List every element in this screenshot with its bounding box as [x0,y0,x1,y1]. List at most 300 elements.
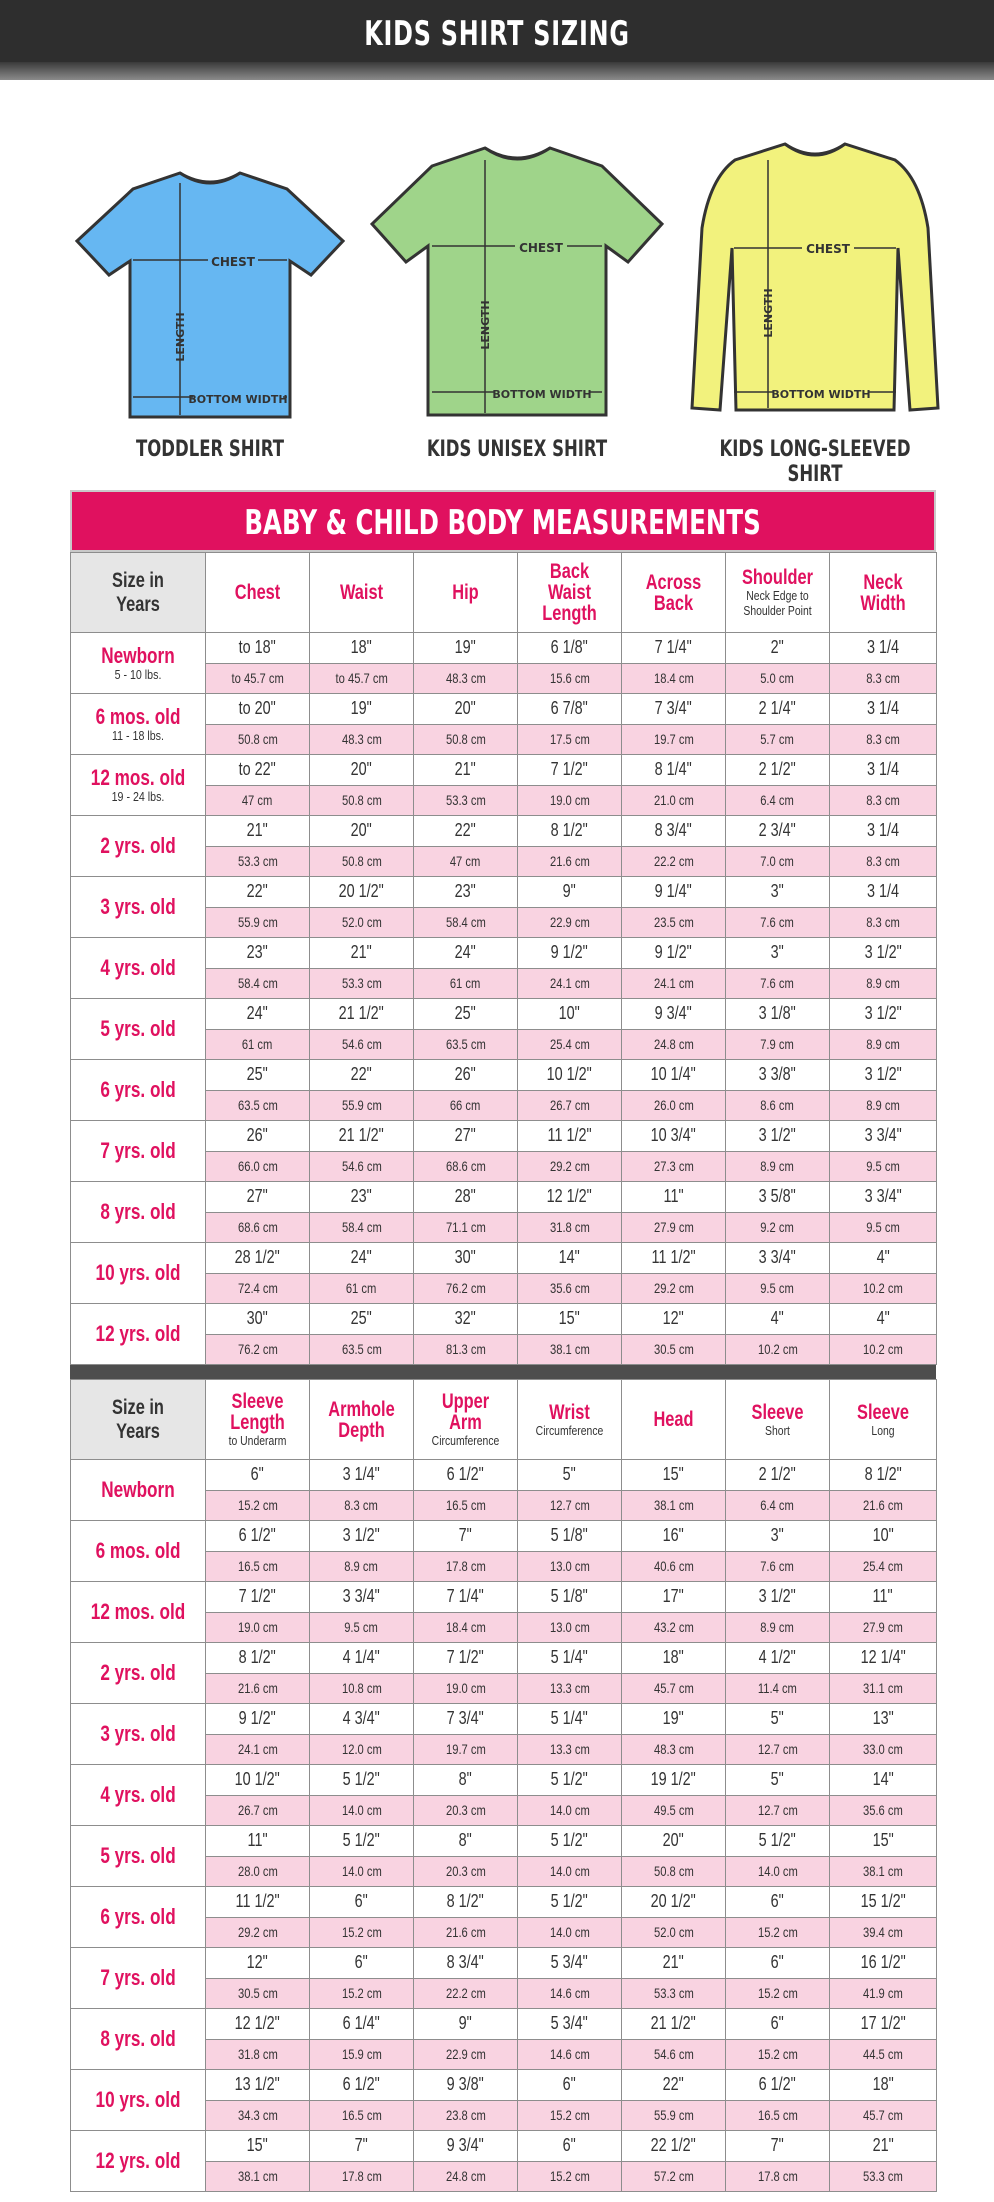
inch-cell: 6 1/2" [414,1460,518,1491]
inch-cell: 7" [310,2131,414,2162]
cm-cell: 19.7 cm [622,724,726,755]
inch-cell: 5 1/4" [518,1643,622,1674]
inch-cell: 21" [622,1948,726,1979]
cm-cell: 14.0 cm [518,1917,622,1948]
inch-cell: 20" [414,694,518,725]
column-header: Upper Arm Circumference [414,1380,518,1460]
cm-cell: 24.1 cm [518,968,622,999]
table-row [71,2131,937,2162]
cm-cell: 21.0 cm [622,785,726,816]
inch-cell: 5 1/2" [310,1826,414,1857]
cm-cell: 29.2 cm [518,1151,622,1182]
cm-cell: 7.9 cm [726,1029,830,1060]
cm-cell: 19.0 cm [518,785,622,816]
cm-cell: 22.9 cm [414,2039,518,2070]
inch-cell: 3 1/2" [830,1060,937,1091]
cm-cell: 27.9 cm [830,1612,937,1643]
cm-cell: 68.6 cm [206,1212,310,1243]
cm-cell: 34.3 cm [206,2100,310,2131]
inch-cell: 22" [414,816,518,847]
size-cell: 3 yrs. old [71,1704,206,1765]
inch-cell: 6 1/8" [518,633,622,664]
inch-cell: 30" [206,1304,310,1335]
size-cell: 6 mos. old 11 - 18 lbs. [71,694,206,755]
cm-cell: 17.8 cm [414,1551,518,1582]
cm-cell: 81.3 cm [414,1334,518,1365]
inch-cell: 5 1/2" [518,1765,622,1796]
cm-cell: 57.2 cm [622,2161,726,2192]
inch-cell: 11 1/2" [622,1243,726,1274]
inch-cell: to 18" [206,633,310,664]
table-row [71,1826,937,1857]
inch-cell: 19" [414,633,518,664]
cm-cell: 22.2 cm [622,846,726,877]
cm-cell: 26.7 cm [206,1795,310,1826]
cm-cell: 48.3 cm [622,1734,726,1765]
long-sleeved-shirt-illustration [690,138,940,428]
cm-cell: 52.0 cm [310,907,414,938]
table-row [71,1304,937,1335]
cm-cell: 20.3 cm [414,1795,518,1826]
cm-cell: 13.0 cm [518,1551,622,1582]
inch-cell: 2 1/4" [726,694,830,725]
column-header: Across Back [622,553,726,633]
table-row [71,1704,937,1735]
cm-cell: 50.8 cm [310,785,414,816]
inch-cell: 19 1/2" [622,1765,726,1796]
cm-cell: 13.0 cm [518,1612,622,1643]
inch-cell: 7 3/4" [414,1704,518,1735]
inch-cell: 6" [726,1887,830,1918]
cm-cell: 12.7 cm [726,1795,830,1826]
inch-cell: 32" [414,1304,518,1335]
column-header: Waist [310,553,414,633]
cm-cell: 8.6 cm [726,1090,830,1121]
inch-cell: 8 1/2" [206,1643,310,1674]
column-header: Sleeve Length to Underarm [206,1380,310,1460]
cm-cell: 26.0 cm [622,1090,726,1121]
cm-cell: 50.8 cm [622,1856,726,1887]
measurements-section [70,490,936,2192]
cm-cell: 53.3 cm [414,785,518,816]
cm-cell: 8.3 cm [830,663,937,694]
cm-cell: 9.5 cm [726,1273,830,1304]
inch-cell: 24" [206,999,310,1030]
cm-cell: 21.6 cm [414,1917,518,1948]
size-cell: 3 yrs. old [71,877,206,938]
cm-cell: 23.5 cm [622,907,726,938]
inch-cell: 7" [726,2131,830,2162]
cm-cell: 9.5 cm [830,1212,937,1243]
cm-cell: 17.8 cm [310,2161,414,2192]
cm-cell: 15.2 cm [726,1917,830,1948]
cm-cell: 21.6 cm [518,846,622,877]
inch-cell: 8" [414,1765,518,1796]
cm-cell: 8.9 cm [726,1612,830,1643]
cm-cell: 63.5 cm [414,1029,518,1060]
inch-cell: 9 3/8" [414,2070,518,2101]
size-cell: 12 yrs. old [71,2131,206,2192]
size-cell: 12 mos. old 19 - 24 lbs. [71,755,206,816]
cm-cell: 24.8 cm [414,2161,518,2192]
inch-cell: 15" [622,1460,726,1491]
table-divider [70,1365,936,1379]
inch-cell: 6" [310,1887,414,1918]
table-row [71,755,937,786]
cm-cell: 14.6 cm [518,1978,622,2009]
table-row [71,2070,937,2101]
table-title: BABY & CHILD BODY MEASUREMENTS [70,490,936,552]
cm-cell: 8.3 cm [830,785,937,816]
cm-cell: 39.4 cm [830,1917,937,1948]
inch-cell: 15 1/2" [830,1887,937,1918]
inch-cell: 3" [726,877,830,908]
table-row [71,1582,937,1613]
inch-cell: 7 1/2" [414,1643,518,1674]
table-row [71,1243,937,1274]
inch-cell: 11 1/2" [518,1121,622,1152]
cm-cell: 12.7 cm [518,1490,622,1521]
inch-cell: 7 1/4" [414,1582,518,1613]
cm-cell: 14.0 cm [518,1795,622,1826]
cm-cell: 55.9 cm [206,907,310,938]
inch-cell: 24" [414,938,518,969]
inch-cell: 3 1/4 [830,816,937,847]
cm-cell: 54.6 cm [310,1029,414,1060]
inch-cell: 4 1/4" [310,1643,414,1674]
size-cell: 5 yrs. old [71,999,206,1060]
inch-cell: 6 1/2" [206,1521,310,1552]
cm-cell: 33.0 cm [830,1734,937,1765]
cm-cell: 23.8 cm [414,2100,518,2131]
cm-cell: 26.7 cm [518,1090,622,1121]
inch-cell: 11" [206,1826,310,1857]
column-header: Wrist Circumference [518,1380,622,1460]
inch-cell: 6 1/4" [310,2009,414,2040]
cm-cell: 18.4 cm [622,663,726,694]
inch-cell: 7 1/2" [206,1582,310,1613]
size-cell: 10 yrs. old [71,1243,206,1304]
cm-cell: 8.3 cm [830,724,937,755]
cm-cell: 43.2 cm [622,1612,726,1643]
cm-cell: 72.4 cm [206,1273,310,1304]
cm-cell: 10.8 cm [310,1673,414,1704]
size-cell: 6 yrs. old [71,1887,206,1948]
table-row [71,877,937,908]
inch-cell: 10" [830,1521,937,1552]
table-row [71,938,937,969]
cm-cell: 27.9 cm [622,1212,726,1243]
size-cell: 10 yrs. old [71,2070,206,2131]
page-title: KIDS SHIRT SIZING [364,14,630,54]
cm-cell: 15.2 cm [310,1917,414,1948]
inch-cell: 8 3/4" [414,1948,518,1979]
cm-cell: 22.9 cm [518,907,622,938]
inch-cell: 21" [414,755,518,786]
inch-cell: 8 1/2" [518,816,622,847]
table-row [71,999,937,1030]
inch-cell: 9 1/4" [622,877,726,908]
body-measurements-table [70,552,937,1365]
table-row [71,1460,937,1491]
inch-cell: 23" [206,938,310,969]
inch-cell: 9" [414,2009,518,2040]
cm-cell: 58.4 cm [310,1212,414,1243]
inch-cell: 24" [310,1243,414,1274]
inch-cell: 4" [830,1243,937,1274]
cm-cell: 5.7 cm [726,724,830,755]
inch-cell: 14" [830,1765,937,1796]
cm-cell: 20.3 cm [414,1856,518,1887]
cm-cell: 19.7 cm [414,1734,518,1765]
cm-cell: 13.3 cm [518,1734,622,1765]
inch-cell: 3 1/4" [310,1460,414,1491]
title-bar-shadow [0,62,994,80]
cm-cell: 66.0 cm [206,1151,310,1182]
inch-cell: 9 3/4" [622,999,726,1030]
size-cell: 7 yrs. old [71,1121,206,1182]
inch-cell: 7" [414,1521,518,1552]
cm-cell: 8.3 cm [830,907,937,938]
toddler-chest-label: CHEST [211,255,255,269]
inch-cell: 22" [622,2070,726,2101]
inch-cell: 22" [206,877,310,908]
inch-cell: 8 3/4" [622,816,726,847]
cm-cell: 35.6 cm [518,1273,622,1304]
cm-cell: 15.6 cm [518,663,622,694]
cm-cell: 76.2 cm [206,1334,310,1365]
inch-cell: 12 1/2" [518,1182,622,1213]
cm-cell: 8.9 cm [830,1029,937,1060]
inch-cell: 9 1/2" [206,1704,310,1735]
cm-cell: 24.8 cm [622,1029,726,1060]
cm-cell: 61 cm [206,1029,310,1060]
inch-cell: 25" [206,1060,310,1091]
inch-cell: 11" [830,1582,937,1613]
cm-cell: 8.3 cm [830,846,937,877]
inch-cell: 6" [206,1460,310,1491]
cm-cell: 15.2 cm [206,1490,310,1521]
size-cell: 6 yrs. old [71,1060,206,1121]
cm-cell: 71.1 cm [414,1212,518,1243]
column-header: Back Waist Length [518,553,622,633]
inch-cell: 20 1/2" [622,1887,726,1918]
cm-cell: 6.4 cm [726,1490,830,1521]
inch-cell: 10 1/2" [206,1765,310,1796]
inch-cell: 3 1/4 [830,694,937,725]
cm-cell: 19.0 cm [414,1673,518,1704]
inch-cell: 12" [206,1948,310,1979]
cm-cell: 76.2 cm [414,1273,518,1304]
inch-cell: 5" [726,1704,830,1735]
inch-cell: 21" [310,938,414,969]
inch-cell: 13 1/2" [206,2070,310,2101]
inch-cell: 21 1/2" [310,1121,414,1152]
cm-cell: 12.7 cm [726,1734,830,1765]
inch-cell: 2 3/4" [726,816,830,847]
cm-cell: 9.5 cm [830,1151,937,1182]
inch-cell: 21 1/2" [310,999,414,1030]
cm-cell: 8.9 cm [830,968,937,999]
cm-cell: 50.8 cm [206,724,310,755]
cm-cell: 16.5 cm [206,1551,310,1582]
inch-cell: 6" [518,2131,622,2162]
cm-cell: 38.1 cm [830,1856,937,1887]
inch-cell: 21" [830,2131,937,2162]
inch-cell: 6" [726,2009,830,2040]
cm-cell: 15.9 cm [310,2039,414,2070]
inch-cell: 17 1/2" [830,2009,937,2040]
inch-cell: 11 1/2" [206,1887,310,1918]
cm-cell: 21.6 cm [206,1673,310,1704]
unisex-bottom-label: BOTTOM WIDTH [492,388,592,401]
inch-cell: 5 1/8" [518,1582,622,1613]
inch-cell: 12 1/4" [830,1643,937,1674]
cm-cell: 49.5 cm [622,1795,726,1826]
inch-cell: 3 1/4 [830,877,937,908]
inch-cell: 13" [830,1704,937,1735]
table-row [71,2009,937,2040]
inch-cell: 10" [518,999,622,1030]
toddler-shirt-illustration [75,165,345,430]
inch-cell: 18" [830,2070,937,2101]
inch-cell: 15" [206,2131,310,2162]
cm-cell: 18.4 cm [414,1612,518,1643]
cm-cell: 30.5 cm [206,1978,310,2009]
table-row [71,1121,937,1152]
cm-cell: 15.2 cm [518,2100,622,2131]
cm-cell: 68.6 cm [414,1151,518,1182]
inch-cell: 5 1/2" [518,1826,622,1857]
size-cell: 8 yrs. old [71,1182,206,1243]
inch-cell: 9 1/2" [622,938,726,969]
cm-cell: 24.1 cm [622,968,726,999]
size-cell: 4 yrs. old [71,938,206,999]
inch-cell: 6 7/8" [518,694,622,725]
cm-cell: 24.1 cm [206,1734,310,1765]
inch-cell: 25" [414,999,518,1030]
inch-cell: 27" [414,1121,518,1152]
cm-cell: 50.8 cm [310,846,414,877]
column-header: Head [622,1380,726,1460]
inch-cell: 8 1/2" [414,1887,518,1918]
inch-cell: 3 1/2" [726,1121,830,1152]
cm-cell: 25.4 cm [518,1029,622,1060]
inch-cell: 6" [518,2070,622,2101]
inch-cell: 20" [310,755,414,786]
inch-cell: 3 1/2" [726,1582,830,1613]
column-header: Hip [414,553,518,633]
column-header: Neck Width [830,553,937,633]
cm-cell: 53.3 cm [310,968,414,999]
cm-cell: 48.3 cm [414,663,518,694]
inch-cell: 16 1/2" [830,1948,937,1979]
inch-cell: 2 1/2" [726,755,830,786]
inch-cell: 17" [622,1582,726,1613]
cm-cell: 22.2 cm [414,1978,518,2009]
cm-cell: 19.0 cm [206,1612,310,1643]
inch-cell: 10 3/4" [622,1121,726,1152]
size-cell: 2 yrs. old [71,816,206,877]
table-row [71,633,937,664]
inch-cell: 21 1/2" [622,2009,726,2040]
size-cell: Newborn 5 - 10 lbs. [71,633,206,694]
inch-cell: 18" [310,633,414,664]
inch-cell: 9" [518,877,622,908]
cm-cell: 13.3 cm [518,1673,622,1704]
cm-cell: 29.2 cm [206,1917,310,1948]
long-sleeved-bottom-label: BOTTOM WIDTH [771,388,871,401]
inch-cell: 3" [726,1521,830,1552]
cm-cell: 5.0 cm [726,663,830,694]
inch-cell: 4" [726,1304,830,1335]
cm-cell: 14.0 cm [726,1856,830,1887]
cm-cell: 30.5 cm [622,1334,726,1365]
size-header: Size in Years [71,553,206,633]
cm-cell: 15.2 cm [726,2039,830,2070]
inch-cell: 3 1/2" [310,1521,414,1552]
long-sleeved-chest-label: CHEST [806,242,850,256]
inch-cell: 9 1/2" [518,938,622,969]
cm-cell: 38.1 cm [206,2161,310,2192]
cm-cell: 10.2 cm [830,1273,937,1304]
inch-cell: 28 1/2" [206,1243,310,1274]
inch-cell: 9 3/4" [414,2131,518,2162]
cm-cell: 53.3 cm [206,846,310,877]
inch-cell: to 22" [206,755,310,786]
cm-cell: 8.9 cm [310,1551,414,1582]
cm-cell: 35.6 cm [830,1795,937,1826]
cm-cell: 16.5 cm [310,2100,414,2131]
size-cell: 5 yrs. old [71,1826,206,1887]
cm-cell: 16.5 cm [726,2100,830,2131]
inch-cell: 5" [726,1765,830,1796]
inch-cell: 21" [206,816,310,847]
cm-cell: 17.8 cm [726,2161,830,2192]
cm-cell: 61 cm [310,1273,414,1304]
inch-cell: 12" [622,1304,726,1335]
inch-cell: 3 1/8" [726,999,830,1030]
size-cell: 8 yrs. old [71,2009,206,2070]
table-row [71,1060,937,1091]
inch-cell: 3 3/4" [726,1243,830,1274]
size-header: Size in Years [71,1380,206,1460]
cm-cell: 16.5 cm [414,1490,518,1521]
inch-cell: 26" [414,1060,518,1091]
size-cell: Newborn [71,1460,206,1521]
cm-cell: 9.5 cm [310,1612,414,1643]
cm-cell: 55.9 cm [310,1090,414,1121]
inch-cell: 11" [622,1182,726,1213]
header-row [71,553,937,633]
unisex-shirt-label: KIDS UNISEX SHIRT [426,437,608,462]
cm-cell: 14.0 cm [310,1795,414,1826]
table-row [71,1765,937,1796]
cm-cell: 8.3 cm [310,1490,414,1521]
cm-cell: 48.3 cm [310,724,414,755]
cm-cell: 12.0 cm [310,1734,414,1765]
cm-cell: 29.2 cm [622,1273,726,1304]
cm-cell: 47 cm [206,785,310,816]
cm-cell: 25.4 cm [830,1551,937,1582]
cm-cell: 21.6 cm [830,1490,937,1521]
cm-cell: 27.3 cm [622,1151,726,1182]
inch-cell: 5 1/2" [518,1887,622,1918]
inch-cell: 3 3/8" [726,1060,830,1091]
inch-cell: 23" [310,1182,414,1213]
cm-cell: to 45.7 cm [310,663,414,694]
cm-cell: 15.2 cm [310,1978,414,2009]
